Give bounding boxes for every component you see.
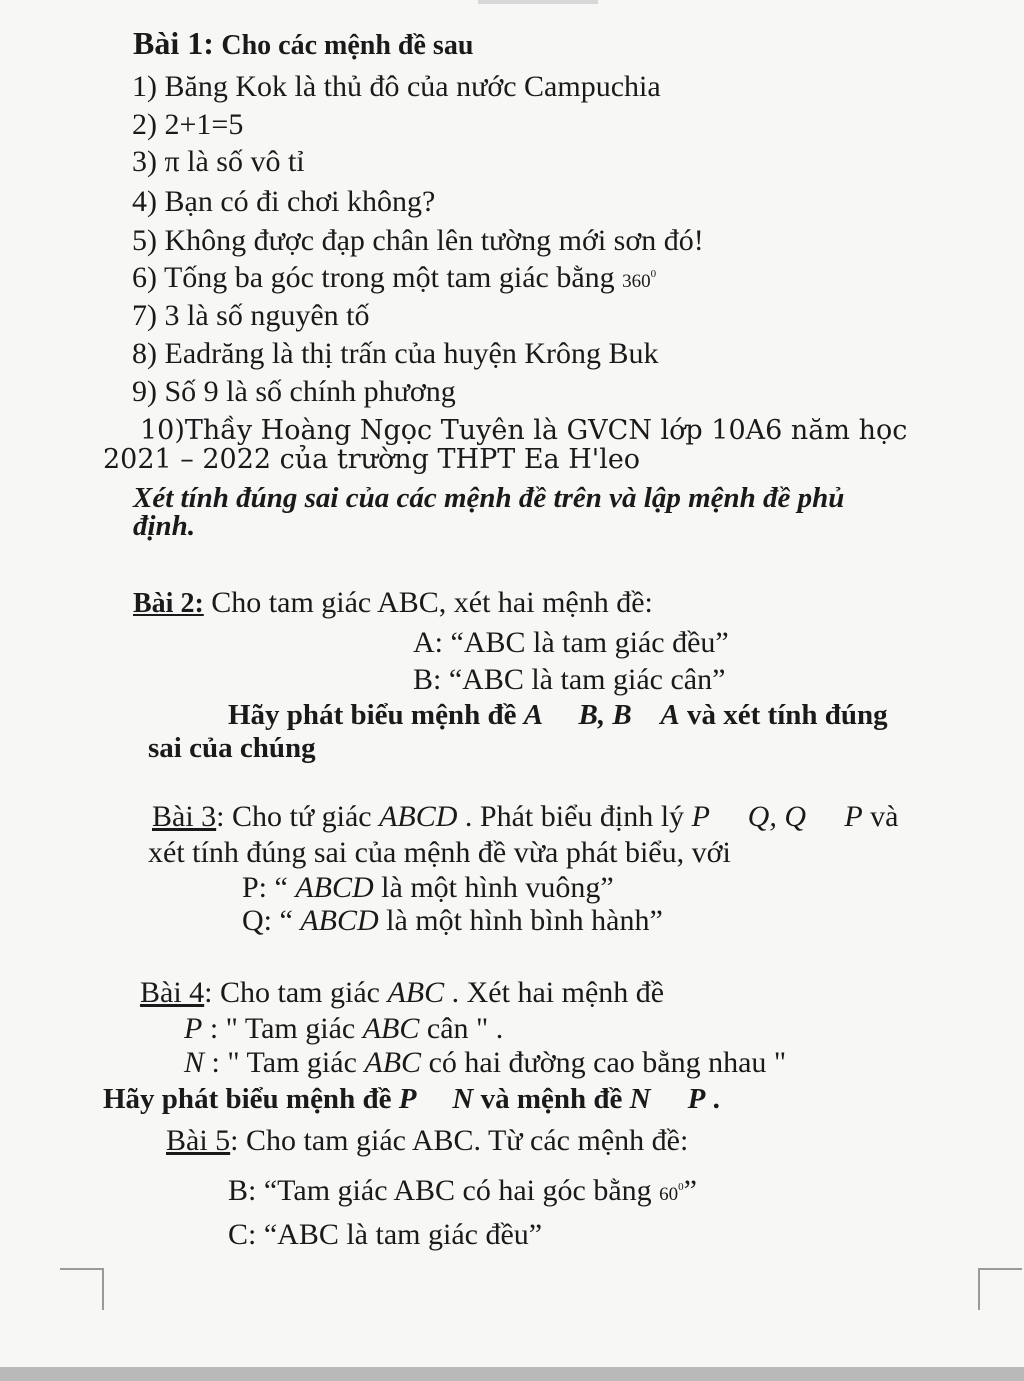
bai1-item-2: 2) 2+1=5: [132, 108, 244, 141]
page-bottom-edge: [0, 1367, 1024, 1381]
bai1-item-3: 3) π là số vô tỉ: [132, 145, 305, 178]
bai4-n-abc: ABC: [364, 1046, 422, 1079]
bai4-n-pre: : " Tam giác: [204, 1046, 365, 1079]
bai1-item-6-text: 6) Tống ba góc trong một tam giác bằng: [132, 261, 615, 294]
bai4-intro-post: . Xét hai mệnh đề: [444, 976, 665, 1009]
bai5-statement-c: C: “ABC là tam giác đều”: [228, 1218, 543, 1251]
bai5-b-value: 60: [659, 1184, 679, 1205]
bai1-item-7: 7) 3 là số nguyên tố: [132, 299, 370, 332]
bai5-statement-b: [228, 1174, 697, 1212]
bai3-statement-q: [242, 904, 663, 938]
bai4-task: [103, 1082, 720, 1116]
bai5-b-post: ”: [683, 1174, 697, 1207]
bai5-intro: [166, 1124, 688, 1158]
bai1-item-6-degree: 0: [650, 268, 657, 280]
bai3-q-post: là một hình bình hành”: [378, 904, 663, 937]
bai4-intro: [140, 976, 664, 1010]
bai3-q-abcd: ABCD: [300, 904, 379, 937]
bai2-task-line1: [228, 698, 888, 732]
bai3-p-post: là một hình vuông”: [373, 871, 614, 904]
bai4-p-abc: ABC: [362, 1012, 420, 1045]
bai5-intro-text: : Cho tam giác ABC. Từ các mệnh đề:: [230, 1124, 689, 1157]
bai1-task-line1: Xét tính đúng sai của các mệnh đề trên và lập mệnh đề phủ: [133, 482, 845, 514]
bai4-intro-abc: ABC: [387, 976, 445, 1009]
bai2-statement-b: B: “ABC là tam giác cân”: [413, 663, 726, 696]
bai4-label: Bài 4: [140, 976, 205, 1009]
bai1-item-6: [132, 261, 656, 299]
bai4-task-mid: và mệnh đề: [473, 1083, 630, 1115]
bai3-q-pre: Q: “: [242, 904, 301, 937]
bai4-p-var: P: [184, 1012, 203, 1045]
bai2-task-pre: Hãy phát biểu mệnh đề: [228, 699, 524, 731]
bai5-b-degree: 0: [678, 1181, 684, 1193]
bai2-task-line2: sai của chúng: [148, 732, 316, 764]
bai3-intro-post: và: [862, 800, 899, 833]
bai1-heading: [133, 26, 473, 63]
bai2-task-post: và xét tính đúng: [679, 699, 888, 731]
bai3-intro: [152, 800, 899, 834]
bai1-item-4: 4) Bạn có đi chơi không?: [132, 185, 436, 218]
bai4-statement-p: [184, 1012, 503, 1046]
bai5-label: Bài 5: [166, 1124, 231, 1157]
bai1-item-1: 1) Băng Kok là thủ đô của nước Campuchia: [132, 70, 661, 103]
bai1-item-6-value: 360: [622, 271, 651, 292]
bai4-task-post: .: [705, 1083, 720, 1115]
bai4-p-post: cân " .: [419, 1012, 504, 1045]
bai1-task-line2: định.: [133, 510, 196, 542]
bai3-p-abcd: ABCD: [295, 871, 374, 904]
bai4-task-expr2: N ⃞ P: [629, 1083, 706, 1115]
bai1-item-10-line1: 10)Thầy Hoàng Ngọc Tuyên là GVCN lớp 10A6 năm học: [140, 415, 908, 446]
bai2-statement-a: A: “ABC là tam giác đều”: [413, 626, 729, 659]
bai5-b-pre: B: “Tam giác ABC có hai góc bằng: [228, 1174, 660, 1207]
bai4-intro-pre: : Cho tam giác: [204, 976, 388, 1009]
bai1-title: Cho các mệnh đề sau: [221, 30, 474, 61]
bai4-n-var: N: [184, 1046, 205, 1079]
bai4-task-expr1: P ⃞ N: [398, 1083, 474, 1115]
bai3-intro-pre: : Cho tứ giác: [216, 800, 380, 833]
bai4-n-post: có hai đường cao bằng nhau ": [421, 1046, 787, 1079]
page-corner-mark-right: [978, 1268, 1022, 1310]
bai4-statement-n: [184, 1046, 786, 1080]
bai3-p-pre: P: “: [242, 871, 296, 904]
bai1-item-5: 5) Không được đạp chân lên tường mới sơn đó!: [132, 224, 704, 257]
bai1-item-10-line2: 2021 – 2022 của trường THPT Ea H'leo: [103, 444, 641, 475]
bai4-task-pre: Hãy phát biểu mệnh đề: [103, 1083, 399, 1115]
bai4-p-pre: : " Tam giác: [202, 1012, 363, 1045]
top-scan-mark: [478, 0, 598, 4]
bai3-intro-abcd: ABCD: [379, 800, 458, 833]
bai2-intro-text: Cho tam giác ABC, xét hai mệnh đề:: [203, 586, 653, 619]
bai1-label: Bài 1:: [133, 25, 214, 61]
bai3-intro-mid: . Phát biểu định lý: [457, 800, 692, 833]
bai1-item-9: 9) Số 9 là số chính phương: [132, 375, 456, 408]
bai3-statement-p: [242, 871, 614, 905]
bai2-intro: [133, 586, 653, 621]
bai3-label: Bài 3: [152, 800, 217, 833]
bai1-item-8: 8) Eadrăng là thị trấn của huyện Krông Buk: [132, 337, 659, 370]
bai3-intro-expr: P ⃞ Q, Q ⃞ P: [691, 800, 863, 833]
bai2-label: Bài 2:: [133, 588, 204, 619]
bai2-task-expr: A ⃞ B, B⃞ A: [523, 699, 680, 731]
bai3-line2: xét tính đúng sai của mệnh đề vừa phát biểu, với: [148, 836, 731, 869]
page-corner-mark-left: [60, 1268, 104, 1310]
